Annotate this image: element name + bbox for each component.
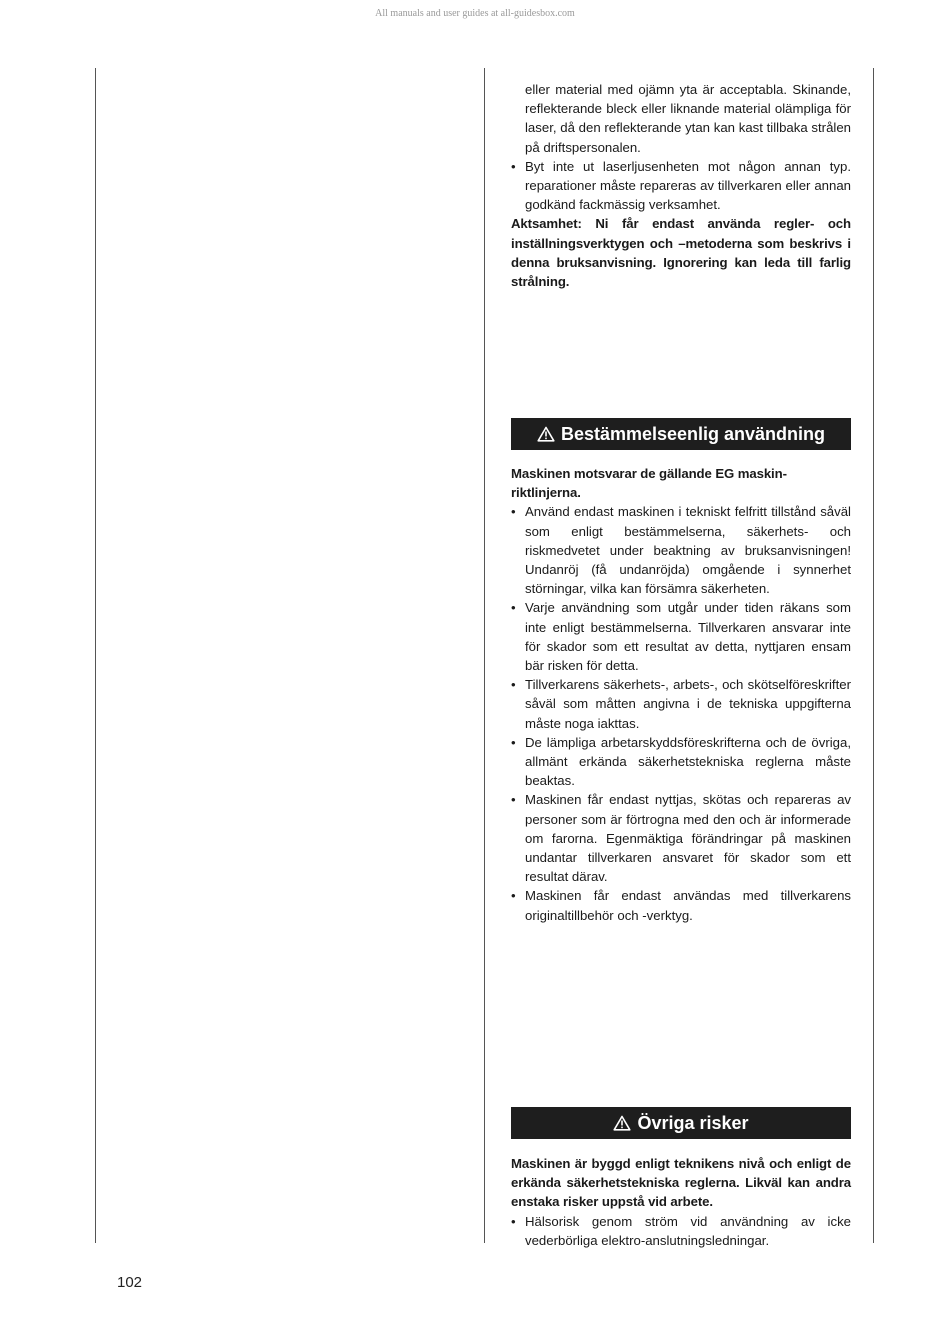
list-item: • Tillverkarens säkerhets-, arbets-, och skötselföreskrifter såväl som måtten angivna i de tekniska uppgifterna måste noga iakttas. (511, 675, 851, 733)
warning-triangle-icon (613, 1115, 631, 1131)
list-item: • Använd endast maskinen i tekniskt felfritt tillstånd såväl som enligt bestämmelserna, säkerhets- och riskmedvetet under beaktning av bruksanvisningen! Undanröj (få undanröjda) omgående i synnerhet störningar, vilka kan försämra säkerheten. (511, 502, 851, 598)
column-rule-right (873, 68, 874, 1243)
column-rule-left (95, 68, 96, 1243)
list-item: • Varje användning som utgår under tiden räkans som inte enligt bestämmelserna. Tillverkaren ansvarar inte för skador som ett resultat av detta, nyttjaren ensam bär risken för detta. (511, 598, 851, 675)
section-heading-other-risks (511, 1107, 851, 1139)
section-heading-intended-use (511, 418, 851, 450)
list-item: • Hälsorisk genom ström vid användning av icke vederbörliga elektro-anslutningsledningar. (511, 1212, 851, 1250)
column-rule-middle (484, 68, 485, 1243)
top-text-block (511, 80, 851, 291)
section-heading-text: Övriga risker (637, 1112, 749, 1133)
list-item: • Byt inte ut laserljusenheten mot någon annan typ. reparationer måste repareras av tillverkaren eller annan godkänd fackmässig verksamhet. (511, 157, 851, 215)
list-item: • De lämpliga arbetarskyddsföreskrifterna och de övriga, allmänt erkända säkerhetstekniska reglerna måste beaktas. (511, 733, 851, 791)
watermark: All manuals and user guides at all-guidesbox.com (375, 8, 575, 19)
other-risks-text-block (511, 1154, 851, 1250)
section-heading-text: Bestämmelseenlig användning (560, 423, 826, 444)
intended-use-text-block (511, 464, 851, 925)
page-number: 102 (117, 1274, 143, 1291)
other-risks-intro: Maskinen är byggd enligt teknikens nivå och enligt de erkända säkerhetstekniska reglerna. Likväl kan andra enstaka risker uppstå vid arbete. (511, 1156, 851, 1210)
warning-triangle-icon (537, 426, 555, 442)
list-item: • Maskinen får endast nyttjas, skötas och repareras av personer som är förtrogna med den och är informerade om farorna. Egenmäktiga förändringar på maskinen undantar tillverkaren ansvaret för skador som ett resultat därav. (511, 790, 851, 886)
top-bullet-list (511, 157, 851, 215)
list-item: • Maskinen får endast användas med tillverkarens originaltillbehör och -verktyg. (511, 886, 851, 924)
intended-use-bullet-list (511, 502, 851, 924)
continuation-paragraph: eller material med ojämn yta är acceptabla. Skinande, reflekterande bleck eller liknande material olämpliga för laser, då den reflekterande ytan kan kast tillbaka strålen på driftspersonalen. (525, 82, 851, 155)
intended-use-intro: Maskinen motsvarar de gällande EG maskin-riktlinjerna. (511, 466, 787, 501)
other-risks-bullet-list (511, 1212, 851, 1250)
caution-paragraph: Aktsamhet: Ni får endast använda regler- och inställningsverktygen och –metoderna som beskrivs i denna bruksanvisning. Ignorering kan leda till farlig strålning. (511, 216, 851, 290)
